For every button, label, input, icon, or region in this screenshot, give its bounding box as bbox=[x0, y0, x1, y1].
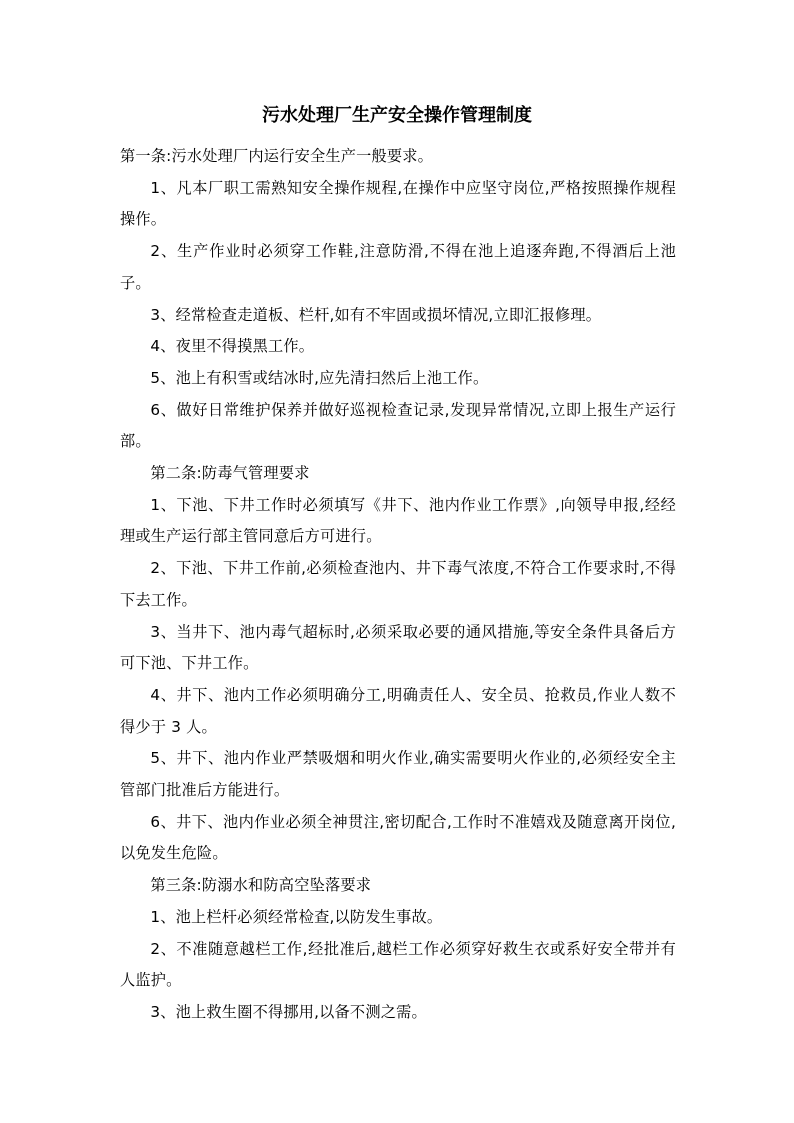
paragraph: 1、下池、下井工作时必须填写《井下、池内作业工作票》,向领导申报,经经理或生产运行部主管同意后方可进行。 bbox=[120, 495, 676, 546]
document-title: 污水处理厂生产安全操作管理制度 bbox=[262, 105, 532, 126]
paragraph: 3、池上救生圈不得挪用,以备不测之需。 bbox=[150, 1002, 427, 1021]
paragraph: 6、做好日常维护保养并做好巡视检查记录,发现异常情况,立即上报生产运行部。 bbox=[120, 400, 676, 451]
paragraph: 5、池上有积雪或结冰时,应先清扫然后上池工作。 bbox=[150, 368, 489, 387]
paragraph: 1、池上栏杆必须经常检查,以防发生事故。 bbox=[150, 907, 443, 926]
paragraph: 5、井下、池内作业严禁吸烟和明火作业,确实需要明火作业的,必须经安全主管部门批准后方能进行。 bbox=[120, 749, 676, 800]
paragraph: 3、当井下、池内毒气超标时,必须采取必要的通风措施,等安全条件具备后方可下池、下井工作。 bbox=[120, 622, 676, 673]
paragraph: 2、生产作业时必须穿工作鞋,注意防滑,不得在池上追逐奔跑,不得酒后上池子。 bbox=[120, 242, 676, 292]
paragraph: 第三条:防溺水和防高空坠落要求 bbox=[150, 876, 372, 895]
paragraph: 4、夜里不得摸黑工作。 bbox=[150, 337, 315, 356]
paragraph: 2、不准随意越栏工作,经批准后,越栏工作必须穿好救生衣或系好安全带并有人监护。 bbox=[120, 939, 676, 990]
paragraph: 6、井下、池内作业必须全神贯注,密切配合,工作时不准嬉戏及随意离开岗位,以免发生危险。 bbox=[120, 812, 676, 863]
document-body bbox=[120, 141, 676, 1029]
paragraph: 第一条:污水处理厂内运行安全生产一般要求。 bbox=[120, 147, 434, 165]
paragraph: 3、经常检查走道板、栏杆,如有不牢固或损坏情况,立即汇报修理。 bbox=[150, 305, 602, 324]
paragraph: 2、下池、下井工作前,必须检查池内、井下毒气浓度,不符合工作要求时,不得下去工作。 bbox=[120, 559, 676, 609]
paragraph: 1、凡本厂职工需熟知安全操作规程,在操作中应坚守岗位,严格按照操作规程操作。 bbox=[120, 178, 676, 229]
paragraph: 第二条:防毒气管理要求 bbox=[150, 464, 310, 483]
paragraph: 4、井下、池内工作必须明确分工,明确责任人、安全员、抢救员,作业人数不得少于 3 人。 bbox=[120, 685, 676, 736]
